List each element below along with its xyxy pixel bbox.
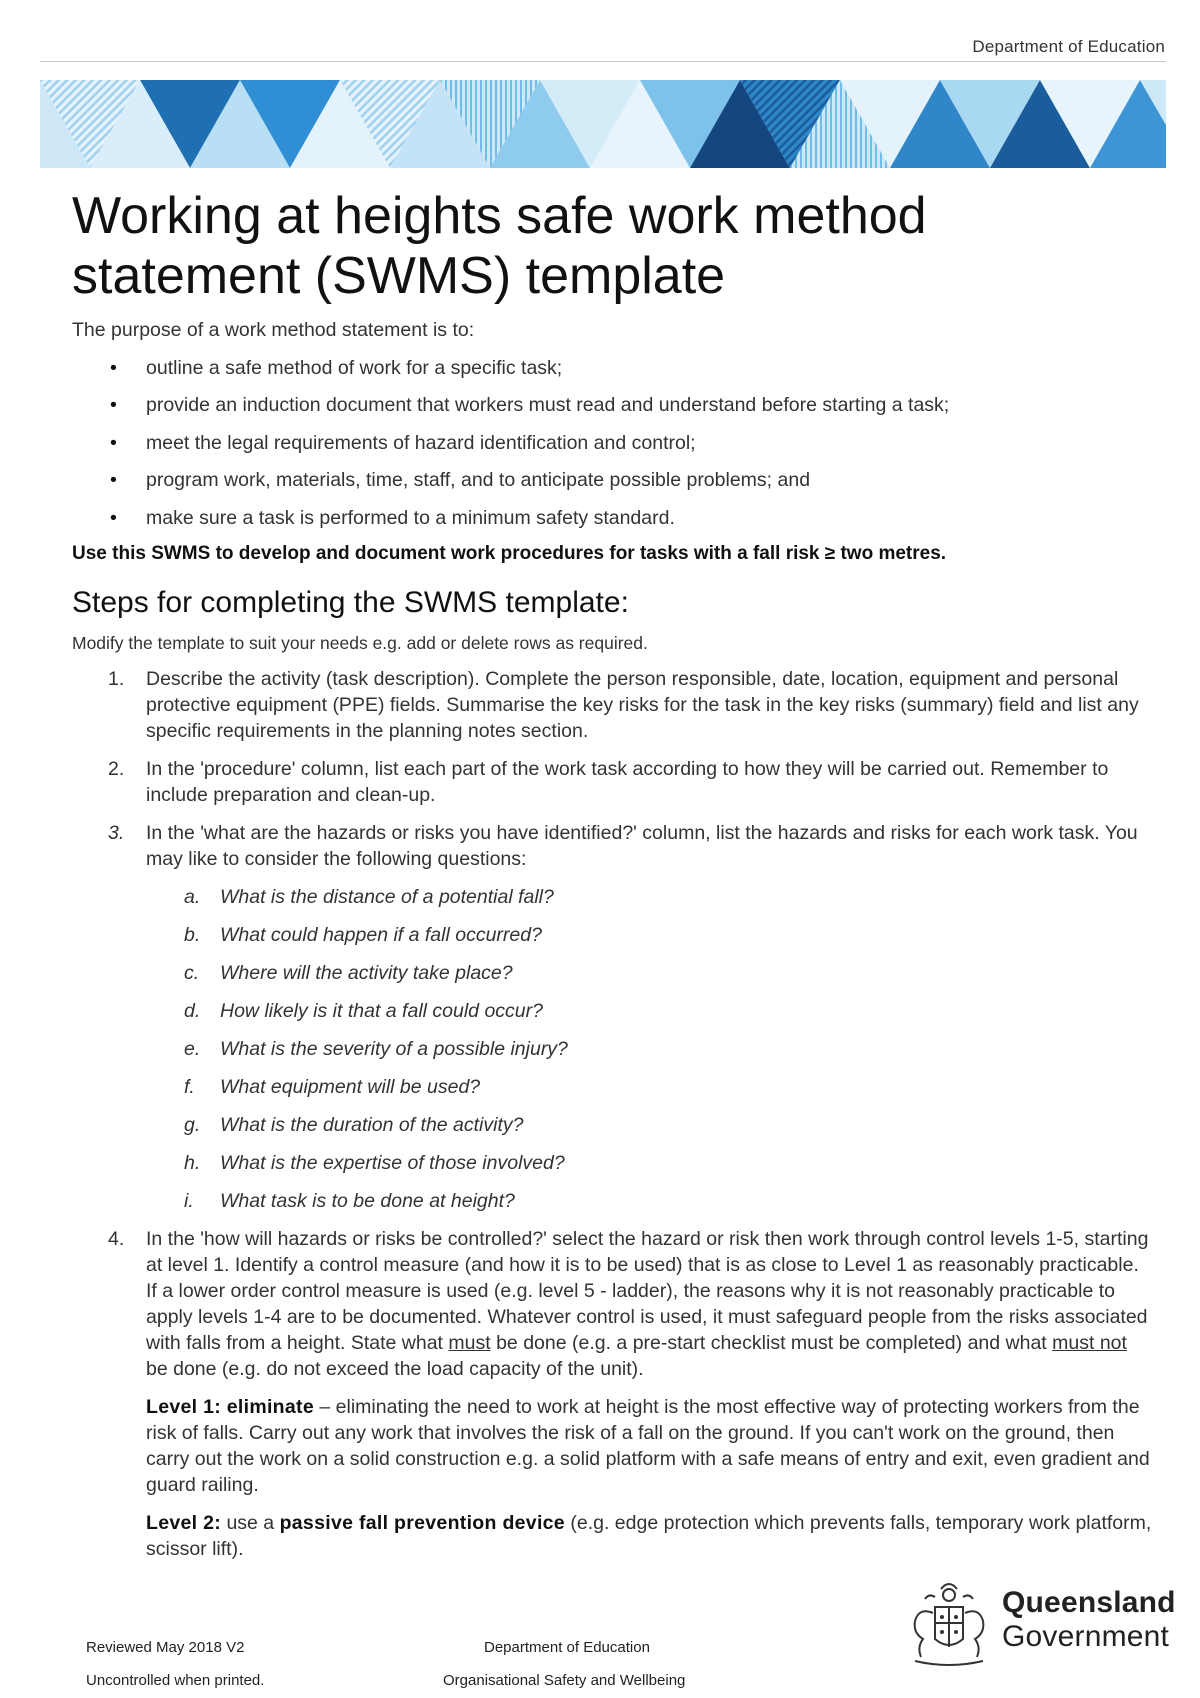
- step-text: In the 'procedure' column, list each part of the work task according to how they will be carried out. Remember to include preparation and clean-up.: [146, 757, 1109, 806]
- bullet-icon: •: [110, 469, 117, 491]
- question-item: f. What equipment will be used?: [184, 1075, 481, 1098]
- step-item: [72, 666, 1152, 744]
- bullet-icon: •: [110, 431, 117, 454]
- question-item: e. What is the severity of a possible injury?: [184, 1037, 568, 1060]
- fall-risk-note: Use this SWMS to develop and document work procedures for tasks with a fall risk ≥ two metres.: [72, 542, 947, 564]
- footer-uncontrolled: Uncontrolled when printed.: [86, 1672, 265, 1689]
- queensland-crest-icon: [905, 1577, 993, 1669]
- level-1-label: Level 1: eliminate: [146, 1395, 314, 1418]
- purpose-item: • provide an induction document that workers must read and understand before starting a task;: [110, 394, 950, 416]
- step-item: [72, 1226, 1152, 1562]
- logo-queensland: Queensland: [1002, 1586, 1176, 1619]
- decorative-triangle-banner: [40, 80, 1166, 168]
- step-number: 4.: [108, 1227, 125, 1250]
- logo-government: Government: [1002, 1620, 1170, 1653]
- consideration-questions: [146, 884, 1152, 1214]
- step-number: 2.: [108, 757, 125, 780]
- question-item: b. What could happen if a fall occurred?: [184, 923, 542, 946]
- question-item: h. What is the expertise of those involved?: [184, 1151, 565, 1174]
- footer-department: Department of Education: [484, 1639, 650, 1656]
- step-text: Describe the activity (task description). Complete the person responsible, date, location, equipment and personal protective equipment (PPE) fields. Summarise the key risks for the task in the key risks (summary) field and list any specific requirements in the planning notes section.: [146, 667, 1139, 742]
- page-title: Working at heights safe work method statement (SWMS) template: [72, 187, 927, 305]
- must-not-emphasis: must not: [1052, 1331, 1127, 1354]
- footer-unit: Organisational Safety and Wellbeing: [443, 1672, 686, 1689]
- document-body: [72, 317, 1152, 1562]
- bullet-icon: •: [110, 394, 117, 416]
- footer-reviewed: Reviewed May 2018 V2: [86, 1639, 245, 1656]
- question-item: g. What is the duration of the activity?: [184, 1113, 524, 1136]
- steps-list: [72, 666, 1152, 1562]
- header-divider: [40, 61, 1166, 62]
- purpose-item: • make sure a task is performed to a minimum safety standard.: [110, 506, 675, 529]
- level-2-label: Level 2:: [146, 1511, 222, 1534]
- question-item: c. Where will the activity take place?: [184, 961, 513, 984]
- bullet-icon: •: [110, 506, 117, 529]
- question-item: i. What task is to be done at height?: [184, 1189, 515, 1212]
- question-item: d. How likely is it that a fall could occur?: [184, 999, 543, 1022]
- step-item: [72, 820, 1152, 1214]
- step-text: In the 'how will hazards or risks be controlled?' select the hazard or risk then work through control levels 1-5, starting at level 1. Identify a control measure (and how it is to be used) that is as close to Level 1 as reasonably practicable. If a lower order control measure is used (e.g. level 5 - ladder), the reasons why it is not reasonably practicable to apply levels 1-4 are to be documented. Whatever control is used, it must safeguard people from the risks associated with falls from a height. State what must be done (e.g. a pre-start checklist must be completed) and what must not be done (e.g. do not exceed the load capacity of the unit).: [146, 1227, 1149, 1380]
- level-2-paragraph: Level 2: use a passive fall prevention device (e.g. edge protection which prevents falls, temporary work platform, scissor lift).: [146, 1511, 1152, 1560]
- step-number: 1.: [108, 667, 125, 690]
- purpose-list: [72, 355, 1152, 531]
- must-emphasis: must: [448, 1331, 491, 1354]
- purpose-item: • outline a safe method of work for a specific task;: [110, 356, 563, 379]
- purpose-item: • meet the legal requirements of hazard identification and control;: [110, 431, 696, 454]
- bullet-icon: •: [110, 356, 117, 379]
- header-department: Department of Education: [972, 37, 1165, 56]
- step-text: In the 'what are the hazards or risks you have identified?' column, list the hazards and risks for each work task. You may like to consider the following questions:: [146, 821, 1138, 870]
- step-item: [72, 756, 1152, 808]
- steps-heading: Steps for completing the SWMS template:: [72, 585, 629, 619]
- step-number: 3.: [108, 821, 125, 844]
- question-item: a. What is the distance of a potential fall?: [184, 885, 554, 908]
- level-1-paragraph: Level 1: eliminate – eliminating the need to work at height is the most effective way of protecting workers from the risk of falls. Carry out any work that involves the risk of a fall on the ground. If you can't work on the ground, then carry out the work on a solid construction e.g. a solid platform with a safe means of entry and exit, even gradient and guard railing.: [146, 1395, 1150, 1496]
- intro-lead: The purpose of a work method statement is to:: [72, 319, 475, 341]
- modify-note: Modify the template to suit your needs e.g. add or delete rows as required.: [72, 632, 648, 653]
- purpose-item: • program work, materials, time, staff, and to anticipate possible problems; and: [110, 469, 811, 491]
